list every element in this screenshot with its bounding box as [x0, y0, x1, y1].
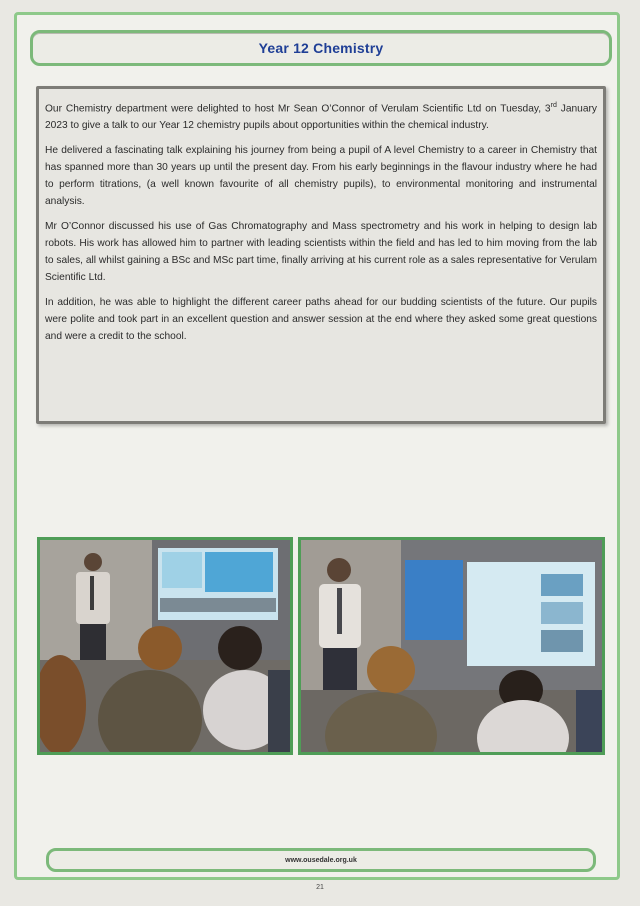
talk-photo-right [298, 537, 605, 755]
classroom-photo-right [301, 540, 602, 752]
classroom-photo-left [40, 540, 290, 752]
footer-banner [46, 848, 596, 872]
talk-photo-left [37, 537, 293, 755]
article-paragraph-3: Mr O’Connor discussed his use of Gas Chromatography and Mass spectrometry and his work in helping to design lab robots. His work has allowed him to partner with leading scientists within the field and has led to him moving from the lab to sales, all whilst gaining a BSc and MSc part time, finally arriving at his current role as a sales representative for Verulam Scientific Ltd. [45, 221, 597, 284]
date-ordinal: rd [550, 102, 557, 109]
title-banner [30, 30, 612, 66]
paragraph-1-end: January 2023 to give a talk to our Year 12 chemistry pupils about opportunities within the chemical industry. [45, 103, 597, 132]
article-box [36, 86, 606, 424]
page-title: Year 12 Chemistry [258, 40, 384, 56]
article-paragraph-2: He delivered a fascinating talk explaining his journey from being a pupil of A level Chemistry to a career in Chemistry that has spanned more than 30 years up until the present day. From his early beginnings in the flavour industry where he had to perform titrations, (a well known favourite of all chemistry pupils), to environmental monitoring and instrumental analysis. [45, 145, 597, 208]
article-paragraph-4: In addition, he was able to highlight the different career paths ahead for our budding scientists of the future. Our pupils were polite and took part in an excellent question and answer session at the end where they asked some great questions and were a credit to the school. [45, 297, 597, 343]
paragraph-1-start: Our Chemistry department were delighted to host Mr Sean O’Connor of Verulam Scientific Ltd on Tuesday, 3 [45, 103, 551, 115]
school-website-link[interactable]: www.ousedale.org.uk [285, 856, 357, 864]
page-number: 21 [316, 884, 324, 891]
article-paragraph-1 [45, 97, 597, 134]
